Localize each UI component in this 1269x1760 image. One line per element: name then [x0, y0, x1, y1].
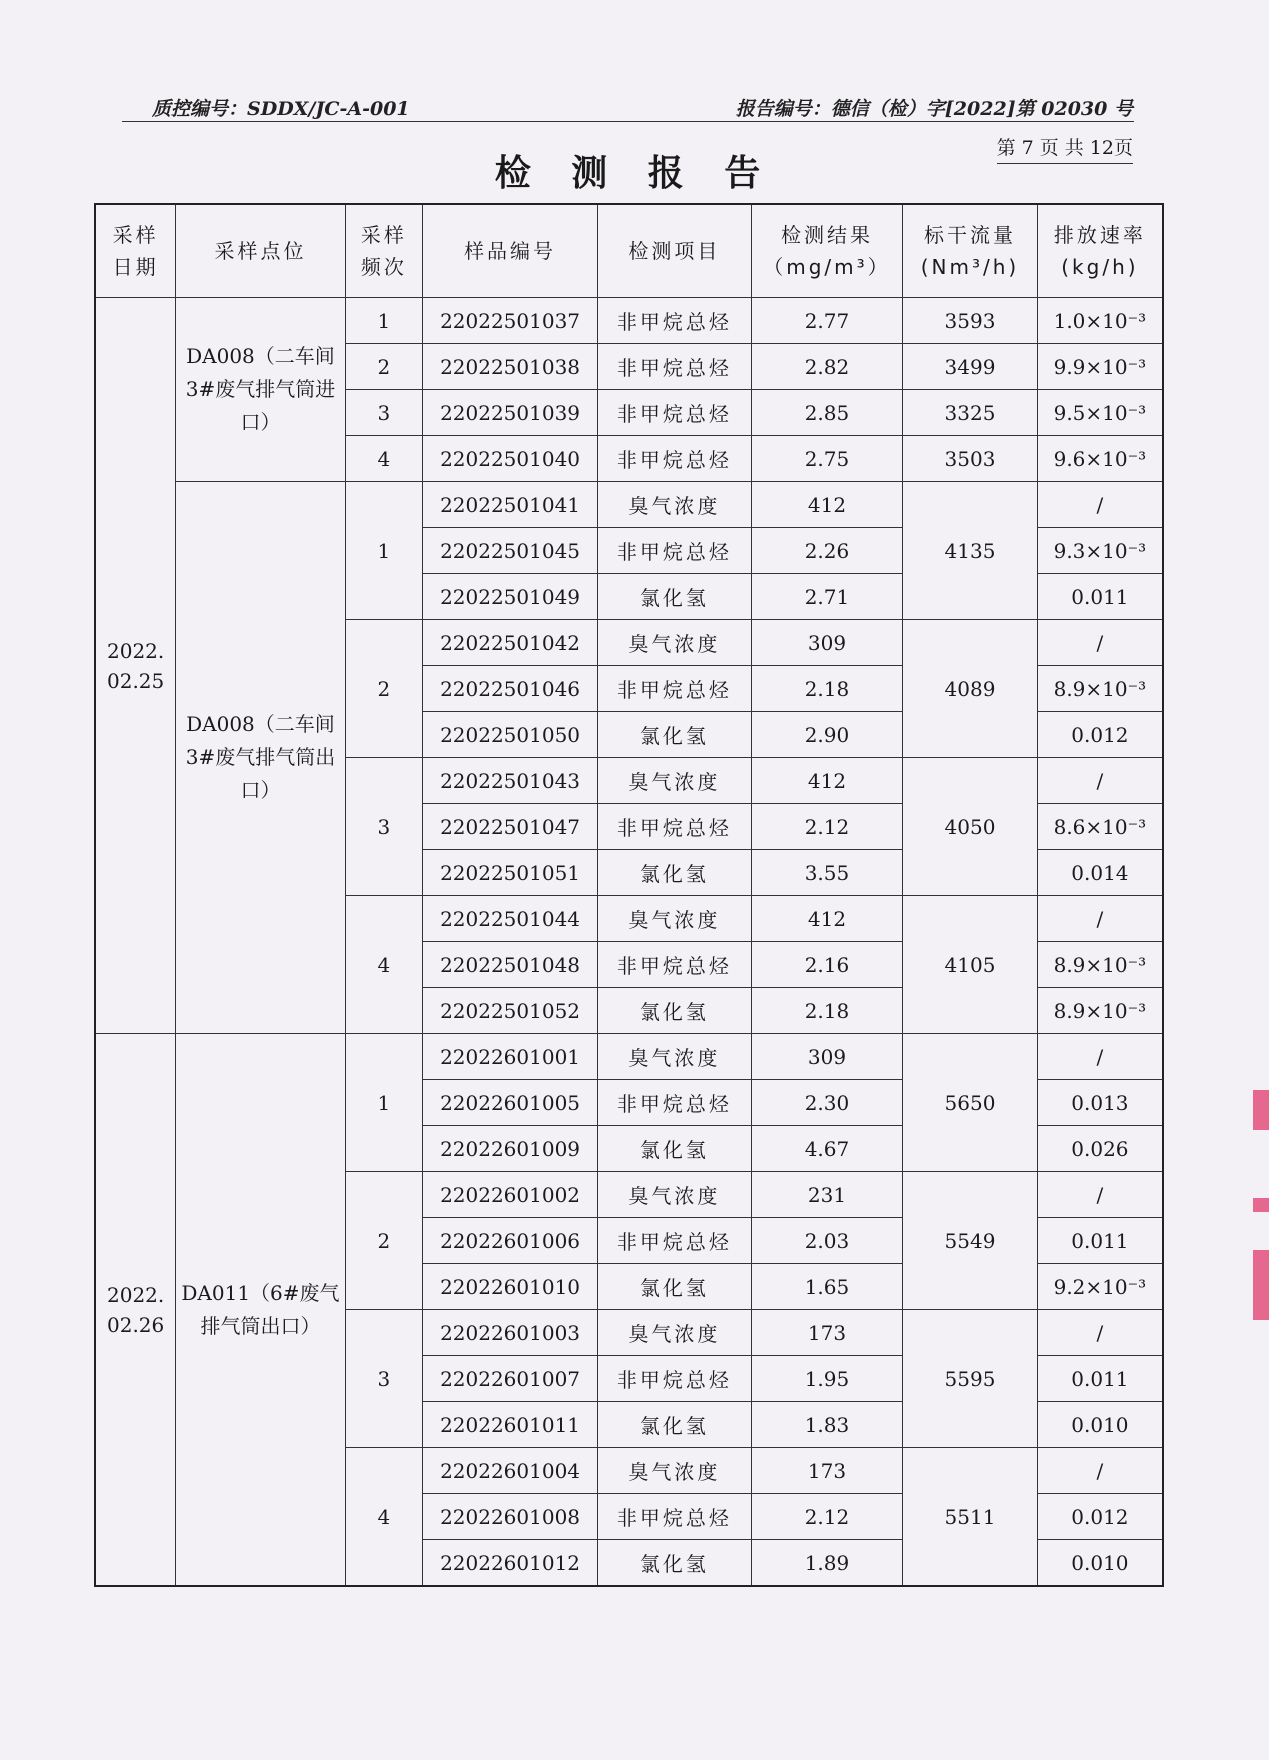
table-row — [95, 1034, 1163, 1080]
test-result: 309 — [751, 1034, 902, 1080]
emission-rate: 0.011 — [1037, 574, 1163, 620]
emission-rate: 9.6×10⁻³ — [1037, 436, 1163, 482]
table-row — [95, 298, 1163, 344]
test-item: 氯化氢 — [598, 988, 752, 1034]
sample-id: 22022601006 — [423, 1218, 598, 1264]
test-item: 非甲烷总烃 — [598, 298, 752, 344]
test-item: 氯化氢 — [598, 1126, 752, 1172]
sample-id: 22022601011 — [423, 1402, 598, 1448]
test-item: 氯化氢 — [598, 1540, 752, 1587]
emission-rate: 0.012 — [1037, 1494, 1163, 1540]
test-item: 非甲烷总烃 — [598, 1080, 752, 1126]
test-item: 臭气浓度 — [598, 758, 752, 804]
emission-rate: 0.011 — [1037, 1356, 1163, 1402]
test-item: 臭气浓度 — [598, 896, 752, 942]
col-sample-id-header: 样品编号 — [423, 204, 598, 298]
sample-id: 22022501038 — [423, 344, 598, 390]
test-item: 臭气浓度 — [598, 620, 752, 666]
sample-id: 22022601012 — [423, 1540, 598, 1587]
test-result: 2.16 — [751, 942, 902, 988]
test-result: 2.18 — [751, 988, 902, 1034]
sample-id: 22022601007 — [423, 1356, 598, 1402]
col-rate-header: 排放速率 (kg/h) — [1037, 204, 1163, 298]
test-result: 2.75 — [751, 436, 902, 482]
test-result: 412 — [751, 758, 902, 804]
sample-frequency: 4 — [345, 896, 422, 1034]
test-item: 臭气浓度 — [598, 1310, 752, 1356]
test-result: 2.26 — [751, 528, 902, 574]
sample-id: 22022601004 — [423, 1448, 598, 1494]
sample-frequency: 2 — [345, 344, 422, 390]
test-item: 非甲烷总烃 — [598, 390, 752, 436]
test-result: 1.95 — [751, 1356, 902, 1402]
test-item: 非甲烷总烃 — [598, 436, 752, 482]
sample-id: 22022501050 — [423, 712, 598, 758]
test-item: 氯化氢 — [598, 850, 752, 896]
sample-location: DA008（二车间 3#废气排气筒出口） — [176, 482, 345, 1034]
test-item: 非甲烷总烃 — [598, 344, 752, 390]
col-date-header: 采样 日期 — [95, 204, 176, 298]
sample-id: 22022501037 — [423, 298, 598, 344]
test-result: 412 — [751, 482, 902, 528]
flow-rate: 5549 — [903, 1172, 1038, 1310]
flow-rate: 4135 — [903, 482, 1038, 620]
emission-rate: / — [1037, 758, 1163, 804]
test-result: 2.71 — [751, 574, 902, 620]
test-result: 2.90 — [751, 712, 902, 758]
qc-number: 质控编号：SDDX/JC-A-001 — [152, 98, 410, 120]
emission-rate: 0.026 — [1037, 1126, 1163, 1172]
emission-rate: / — [1037, 1172, 1163, 1218]
report-number: 报告编号：德信（检）字[2022]第 02030 号 — [735, 98, 1133, 120]
sample-frequency: 1 — [345, 1034, 422, 1172]
test-item: 臭气浓度 — [598, 1034, 752, 1080]
test-item: 非甲烷总烃 — [598, 1218, 752, 1264]
sample-frequency: 3 — [345, 1310, 422, 1448]
col-result-header: 检测结果 （mg/m³） — [751, 204, 902, 298]
test-result: 173 — [751, 1448, 902, 1494]
test-result: 2.77 — [751, 298, 902, 344]
test-result: 412 — [751, 896, 902, 942]
sample-date: 2022. 02.25 — [95, 298, 176, 1034]
flow-rate: 4089 — [903, 620, 1038, 758]
sample-frequency: 3 — [345, 390, 422, 436]
test-result: 2.85 — [751, 390, 902, 436]
col-item-header: 检测项目 — [598, 204, 752, 298]
test-result: 2.18 — [751, 666, 902, 712]
emission-rate: 0.013 — [1037, 1080, 1163, 1126]
test-item: 非甲烷总烃 — [598, 666, 752, 712]
test-item: 氯化氢 — [598, 712, 752, 758]
sample-frequency: 2 — [345, 1172, 422, 1310]
sample-id: 22022501049 — [423, 574, 598, 620]
sample-id: 22022601001 — [423, 1034, 598, 1080]
emission-rate: 9.5×10⁻³ — [1037, 390, 1163, 436]
sample-id: 22022501040 — [423, 436, 598, 482]
sample-id: 22022501048 — [423, 942, 598, 988]
sample-id: 22022501046 — [423, 666, 598, 712]
emission-rate: 9.2×10⁻³ — [1037, 1264, 1163, 1310]
report-table — [94, 203, 1164, 1587]
sample-frequency: 2 — [345, 620, 422, 758]
flow-rate: 5650 — [903, 1034, 1038, 1172]
sample-location: DA008（二车间 3#废气排气筒进口） — [176, 298, 345, 482]
header-rule — [122, 121, 1134, 122]
test-item: 非甲烷总烃 — [598, 942, 752, 988]
header-row — [95, 204, 1163, 298]
flow-rate: 3503 — [903, 436, 1038, 482]
sample-id: 22022501042 — [423, 620, 598, 666]
test-item: 氯化氢 — [598, 574, 752, 620]
test-item: 臭气浓度 — [598, 1448, 752, 1494]
emission-rate: / — [1037, 1034, 1163, 1080]
sample-location: DA011（6#废气排气筒出口） — [176, 1034, 345, 1587]
sample-id: 22022601009 — [423, 1126, 598, 1172]
sample-date: 2022. 02.26 — [95, 1034, 176, 1587]
test-result: 1.89 — [751, 1540, 902, 1587]
test-result: 1.83 — [751, 1402, 902, 1448]
emission-rate: 0.010 — [1037, 1540, 1163, 1587]
emission-rate: 1.0×10⁻³ — [1037, 298, 1163, 344]
flow-rate: 3593 — [903, 298, 1038, 344]
test-result: 309 — [751, 620, 902, 666]
emission-rate: / — [1037, 1448, 1163, 1494]
seal-stamp-edge — [1253, 1198, 1269, 1212]
seal-stamp-edge — [1253, 1250, 1269, 1320]
flow-rate: 5511 — [903, 1448, 1038, 1587]
emission-rate: 8.9×10⁻³ — [1037, 942, 1163, 988]
sample-id: 22022601002 — [423, 1172, 598, 1218]
flow-rate: 3325 — [903, 390, 1038, 436]
test-item: 氯化氢 — [598, 1402, 752, 1448]
sample-id: 22022501039 — [423, 390, 598, 436]
sample-id: 22022601005 — [423, 1080, 598, 1126]
emission-rate: 8.9×10⁻³ — [1037, 988, 1163, 1034]
emission-rate: / — [1037, 1310, 1163, 1356]
sample-id: 22022501051 — [423, 850, 598, 896]
emission-rate: / — [1037, 896, 1163, 942]
emission-rate: 0.012 — [1037, 712, 1163, 758]
sample-id: 22022501045 — [423, 528, 598, 574]
emission-rate: 0.010 — [1037, 1402, 1163, 1448]
table-row — [95, 482, 1163, 528]
emission-rate: 0.014 — [1037, 850, 1163, 896]
test-result: 2.12 — [751, 1494, 902, 1540]
test-item: 非甲烷总烃 — [598, 1494, 752, 1540]
test-result: 2.82 — [751, 344, 902, 390]
test-item: 臭气浓度 — [598, 482, 752, 528]
flow-rate: 4105 — [903, 896, 1038, 1034]
test-result: 1.65 — [751, 1264, 902, 1310]
col-flow-header: 标干流量 (Nm³/h) — [903, 204, 1038, 298]
emission-rate: / — [1037, 620, 1163, 666]
test-item: 氯化氢 — [598, 1264, 752, 1310]
test-item: 臭气浓度 — [598, 1172, 752, 1218]
test-item: 非甲烷总烃 — [598, 804, 752, 850]
test-result: 231 — [751, 1172, 902, 1218]
test-item: 非甲烷总烃 — [598, 1356, 752, 1402]
sample-frequency: 4 — [345, 1448, 422, 1587]
seal-stamp-edge — [1253, 1090, 1269, 1130]
emission-rate: 8.9×10⁻³ — [1037, 666, 1163, 712]
test-item: 非甲烷总烃 — [598, 528, 752, 574]
sample-frequency: 1 — [345, 298, 422, 344]
sample-frequency: 3 — [345, 758, 422, 896]
emission-rate: 8.6×10⁻³ — [1037, 804, 1163, 850]
col-location-header: 采样点位 — [176, 204, 345, 298]
emission-rate: 9.9×10⁻³ — [1037, 344, 1163, 390]
col-frequency-header: 采样 频次 — [345, 204, 422, 298]
sample-id: 22022501041 — [423, 482, 598, 528]
flow-rate: 5595 — [903, 1310, 1038, 1448]
sample-id: 22022501044 — [423, 896, 598, 942]
test-result: 173 — [751, 1310, 902, 1356]
emission-rate: 9.3×10⁻³ — [1037, 528, 1163, 574]
flow-rate: 3499 — [903, 344, 1038, 390]
test-result: 2.30 — [751, 1080, 902, 1126]
sample-id: 22022601008 — [423, 1494, 598, 1540]
sample-frequency: 4 — [345, 436, 422, 482]
report-title: 检 测 报 告 — [494, 153, 775, 194]
page-number: 第 7 页 共 12页 — [997, 133, 1133, 164]
emission-rate: 0.011 — [1037, 1218, 1163, 1264]
test-result: 4.67 — [751, 1126, 902, 1172]
test-result: 3.55 — [751, 850, 902, 896]
test-result: 2.03 — [751, 1218, 902, 1264]
sample-id: 22022501047 — [423, 804, 598, 850]
sample-id: 22022601003 — [423, 1310, 598, 1356]
sample-id: 22022501043 — [423, 758, 598, 804]
sample-frequency: 1 — [345, 482, 422, 620]
flow-rate: 4050 — [903, 758, 1038, 896]
emission-rate: / — [1037, 482, 1163, 528]
sample-id: 22022601010 — [423, 1264, 598, 1310]
test-result: 2.12 — [751, 804, 902, 850]
sample-id: 22022501052 — [423, 988, 598, 1034]
